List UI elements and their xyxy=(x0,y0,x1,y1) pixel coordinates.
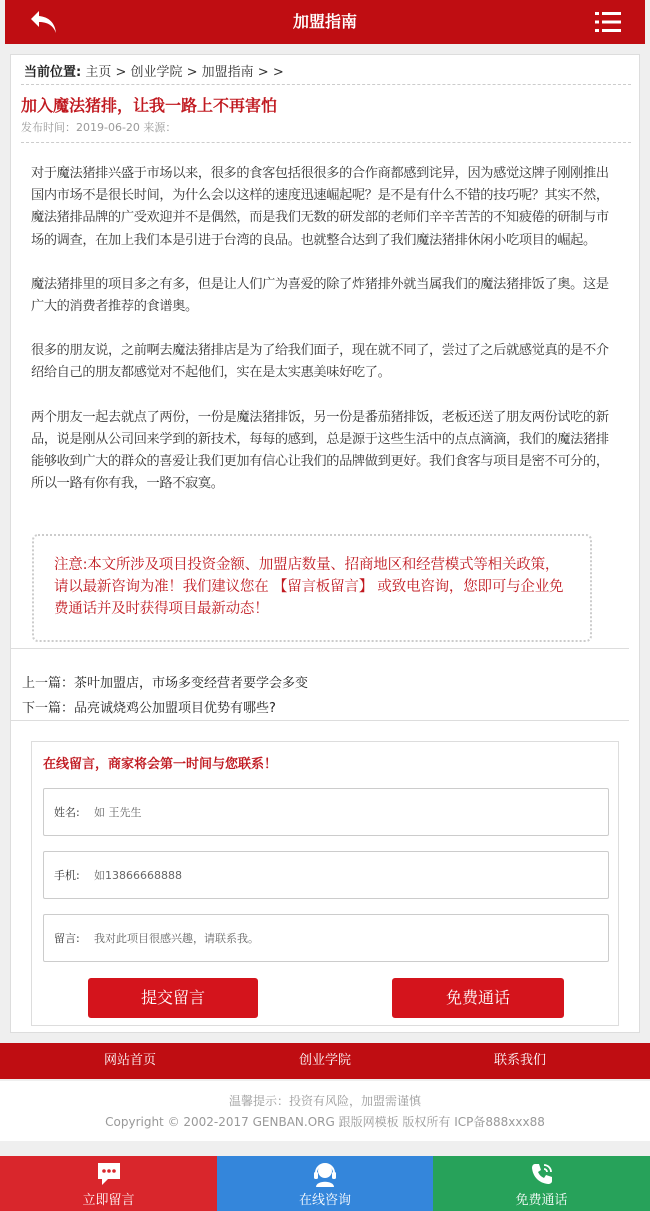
next-title[interactable]: 品亮诚烧鸡公加盟项目优势有哪些? xyxy=(74,701,276,716)
headset-icon xyxy=(312,1161,338,1187)
phone-icon xyxy=(529,1161,555,1187)
form-title: 在线留言，商家将会第一时间与您联系！ xyxy=(43,757,278,772)
article-paragraph: 对于魔法猪排兴盛于市场以来，很多的食客包括很很多的合作商都感到诧异，因为感觉这牌子刚刚推出国内市场不是很长时间，为什么会以这样的速度迅速崛起呢？是不是有什么不错的技巧呢？其实不然，魔法猪排品牌的广受欢迎并不是偶然，而是我们无数的研发部的老师们辛辛苦苦的不知疲倦的研制与市场的调查，在加上我们本是引进于台湾的良品。也就整合达到了我们魔法猪排休闲小吃项目的崛起。 xyxy=(31,166,609,248)
top-header xyxy=(5,0,645,44)
footer-link-academy[interactable]: 创业学院 xyxy=(298,1053,351,1068)
phone-input[interactable]: 如13866668888 xyxy=(94,869,182,882)
breadcrumb-path[interactable]: 主页 > 创业学院 > 加盟指南 > > xyxy=(85,65,284,80)
leave-message-label: 立即留言 xyxy=(82,1193,135,1208)
free-call-button[interactable]: 免费通话 xyxy=(392,978,564,1018)
leave-message-button[interactable] xyxy=(0,1156,217,1211)
next-label: 下一篇： xyxy=(22,701,75,716)
footer-nav xyxy=(0,1043,650,1079)
name-input[interactable]: 如 王先生 xyxy=(94,806,142,819)
online-consult-label: 在线咨询 xyxy=(298,1193,351,1208)
copyright-area xyxy=(0,1081,650,1141)
prev-label: 上一篇： xyxy=(22,676,75,691)
breadcrumb xyxy=(21,61,631,85)
footer-link-contact[interactable]: 联系我们 xyxy=(493,1053,546,1068)
article-meta: 发布时间：2019-06-20 来源： xyxy=(21,119,631,143)
article-paragraph: 两个朋友一起去就点了两份，一份是魔法猪排饭，另一份是番茄猪排饭，老板还送了朋友两份试吃的新品，说是刚从公司回来学到的新技术，每每的感到，总是源于这些生活中的点点滴滴，我们的魔法猪排能够收到广大的群众的喜爱让我们更加有信心让我们的品牌做到更好。我们食客与项目是密不可分的，所以一路有你有我，一路不寂寞。 xyxy=(31,409,609,492)
submit-button[interactable]: 提交留言 xyxy=(88,978,258,1018)
free-call-bar-button[interactable] xyxy=(433,1156,650,1211)
footer-link-home[interactable]: 网站首页 xyxy=(103,1053,156,1068)
copyright-text: Copyright © 2002-2017 GENBAN.ORG 跟版网模板 版权所有 ICP备888xxx88 xyxy=(105,1115,545,1129)
message-label: 留言: xyxy=(54,932,80,945)
article-body xyxy=(31,163,621,517)
phone-field[interactable] xyxy=(43,851,609,899)
free-call-bar-label: 免费通话 xyxy=(515,1193,568,1208)
article-panel xyxy=(10,54,640,1033)
online-consult-button[interactable] xyxy=(217,1156,433,1211)
bottom-action-bar xyxy=(0,1156,650,1211)
message-input[interactable]: 我对此项目很感兴趣，请联系我。 xyxy=(94,932,259,945)
risk-tip: 温馨提示：投资有风险，加盟需谨慎 xyxy=(228,1094,421,1108)
article-paragraph: 魔法猪排里的项目多之有多，但是让人们广为喜爱的除了炸猪排外就当属我们的魔法猪排饭了奥。这是广大的消费者推荐的食谱奥。 xyxy=(31,276,609,315)
menu-icon[interactable] xyxy=(595,11,621,33)
investment-notice: 注意:本文所涉及项目投资金额、加盟店数量、招商地区和经营模式等相关政策，请以最新咨询为准！我们建议您在 【留言板留言】 或致电咨询，您即可与企业免费通话并及时获得项目最新动态！ xyxy=(32,534,592,642)
divider xyxy=(11,720,629,721)
chat-bubble-icon xyxy=(96,1161,122,1187)
breadcrumb-prefix: 当前位置: xyxy=(24,65,82,80)
divider xyxy=(11,648,629,649)
prev-article-link[interactable] xyxy=(22,672,308,691)
article-title: 加入魔法猪排，让我一路上不再害怕 xyxy=(21,96,278,115)
message-form xyxy=(31,741,619,1026)
phone-label: 手机: xyxy=(54,869,80,882)
prev-title[interactable]: 茶叶加盟店，市场多变经营者要学会多变 xyxy=(74,676,309,691)
next-article-link[interactable] xyxy=(22,697,276,716)
name-field[interactable] xyxy=(43,788,609,836)
page-title: 加盟指南 xyxy=(292,12,357,31)
message-field[interactable] xyxy=(43,914,609,962)
name-label: 姓名: xyxy=(54,806,80,819)
article-paragraph: 很多的朋友说，之前啊去魔法猪排店是为了给我们面子，现在就不同了，尝过了之后就感觉真的是不介绍给自己的朋友都感觉对不起他们，实在是太实惠美味好吃了。 xyxy=(31,343,609,381)
